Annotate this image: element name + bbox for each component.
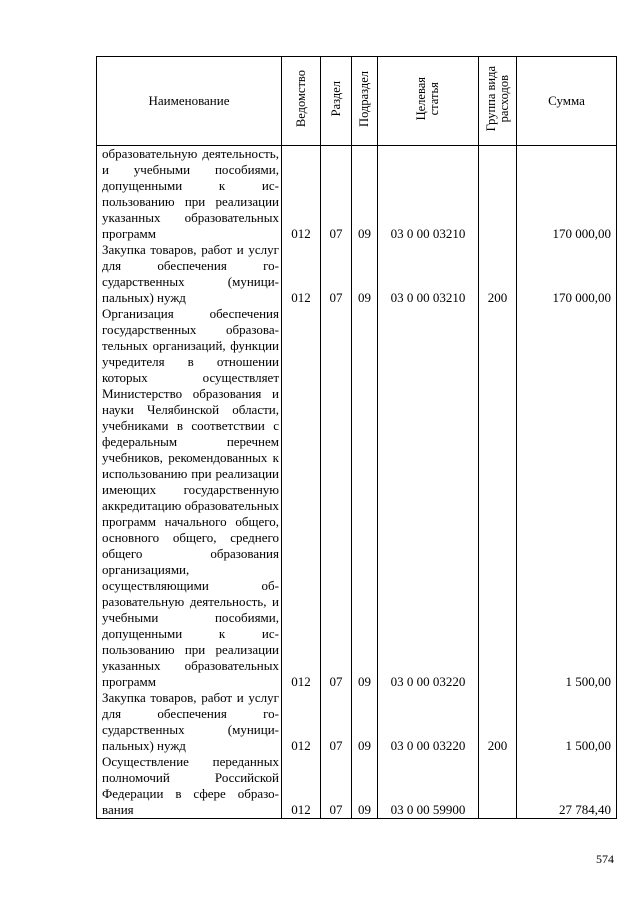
- row-summa: 1 500,00: [517, 306, 617, 690]
- row-name: Осуществление переданных полномочий Российской Федерации в сфере образования: [97, 754, 282, 819]
- row-vedomstvo: 012: [282, 146, 321, 243]
- row-celevaya-statya: 03 0 00 03210: [378, 242, 479, 306]
- row-vedomstvo: 012: [282, 754, 321, 819]
- row-celevaya-statya: 03 0 00 03210: [378, 146, 479, 243]
- row-summa: 27 784,40: [517, 754, 617, 819]
- row-summa: 1 500,00: [517, 690, 617, 754]
- row-gruppa: [479, 146, 517, 243]
- row-celevaya-statya: 03 0 00 59900: [378, 754, 479, 819]
- row-razdel: 07: [321, 306, 352, 690]
- row-summa: 170 000,00: [517, 146, 617, 243]
- row-podrazdel: 09: [352, 754, 378, 819]
- row-gruppa: [479, 306, 517, 690]
- row-name: Организация обеспечения государственных образовательных организаций, функции учредителя в отношении которых осуществляет Министерство образования и науки Челябинской области, учебниками в соответствии с федеральным перечнем учебников, рекомендованных к использованию при реализации имеющих государственную аккредитацию образовательных программ начального общего, основного общего, среднего общего образования организациями, осуществляющими образовательную деятельность, и учебными пособиями, допущенными к использованию при реализации указанных образовательных программ: [97, 306, 282, 690]
- row-podrazdel: 09: [352, 146, 378, 243]
- row-summa: 170 000,00: [517, 242, 617, 306]
- table-row: [97, 242, 617, 306]
- row-razdel: 07: [321, 242, 352, 306]
- budget-table: [96, 56, 617, 819]
- header-podrazdel: Подраздел: [352, 57, 378, 146]
- row-vedomstvo: 012: [282, 690, 321, 754]
- row-gruppa: [479, 754, 517, 819]
- header-vedomstvo: Ведомство: [282, 57, 321, 146]
- header-razdel: Раздел: [321, 57, 352, 146]
- header-name: Наименование: [97, 57, 282, 146]
- row-name: Закупка товаров, работ и услуг для обеспечения государственных (муниципальных) нужд: [97, 690, 282, 754]
- row-razdel: 07: [321, 146, 352, 243]
- row-podrazdel: 09: [352, 690, 378, 754]
- row-razdel: 07: [321, 690, 352, 754]
- table-row: [97, 690, 617, 754]
- row-podrazdel: 09: [352, 242, 378, 306]
- row-razdel: 07: [321, 754, 352, 819]
- row-celevaya-statya: 03 0 00 03220: [378, 306, 479, 690]
- row-name: Закупка товаров, работ и услуг для обеспечения государственных (муниципальных) нужд: [97, 242, 282, 306]
- page-number: 574: [596, 852, 614, 866]
- row-vedomstvo: 012: [282, 306, 321, 690]
- table-row: [97, 306, 617, 690]
- table-header-row: [97, 57, 617, 146]
- header-celevaya-statya: Целевая статья: [378, 57, 479, 146]
- row-celevaya-statya: 03 0 00 03220: [378, 690, 479, 754]
- row-vedomstvo: 012: [282, 242, 321, 306]
- row-gruppa: 200: [479, 690, 517, 754]
- table-row: [97, 146, 617, 243]
- row-name: образовательную деятельность, и учебными пособиями, допущенными к использованию при реализации указанных образовательных программ: [97, 146, 282, 243]
- table-row: [97, 754, 617, 819]
- header-gruppa-vida-raskhodov: Группа вида расходов: [479, 57, 517, 146]
- row-gruppa: 200: [479, 242, 517, 306]
- row-podrazdel: 09: [352, 306, 378, 690]
- header-summa: Сумма: [517, 57, 617, 146]
